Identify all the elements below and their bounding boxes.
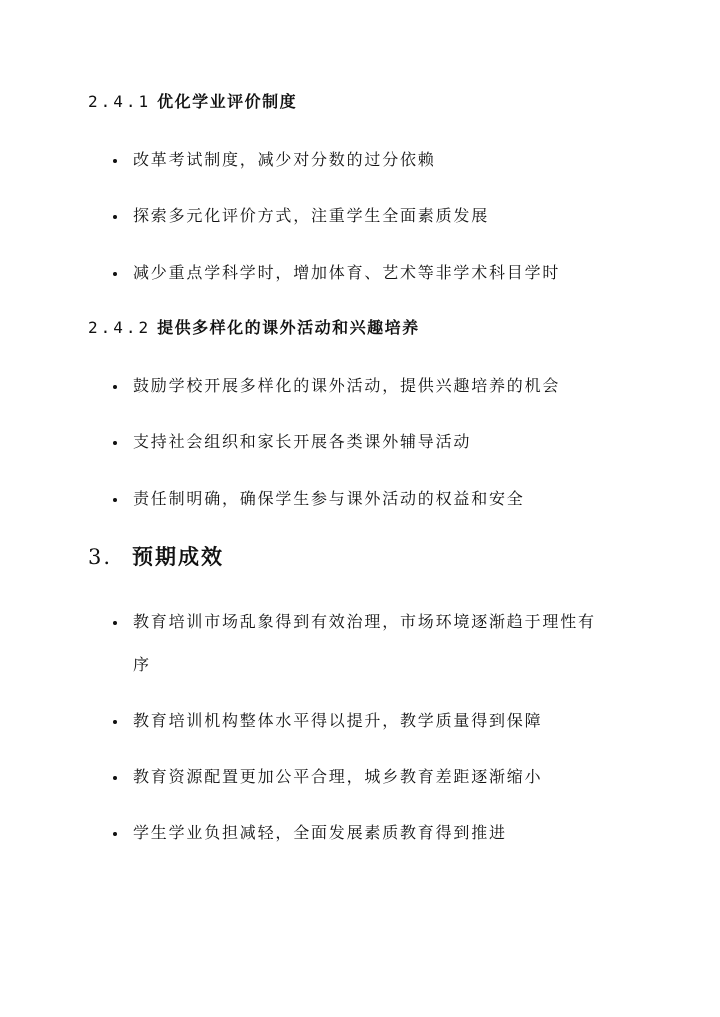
bullet-icon bbox=[113, 776, 117, 780]
section-title: 优化学业评价制度 bbox=[157, 92, 298, 111]
list-item: 教育培训机构整体水平得以提升，教学质量得到保障 bbox=[133, 711, 543, 730]
bullet-icon bbox=[113, 498, 117, 502]
list-item: 鼓励学校开展多样化的课外活动，提供兴趣培养的机会 bbox=[133, 376, 561, 395]
bullet-icon bbox=[113, 215, 117, 219]
section-number: 2.4.1 bbox=[88, 92, 152, 111]
section-number: 2.4.2 bbox=[88, 318, 152, 337]
list-item: 教育培训市场乱象得到有效治理，市场环境逐渐趋于理性有 bbox=[133, 612, 596, 631]
bullet-icon bbox=[113, 159, 117, 163]
list-item: 学生学业负担减轻，全面发展素质教育得到推进 bbox=[133, 823, 507, 842]
list-item: 改革考试制度，减少对分数的过分依赖 bbox=[133, 150, 436, 169]
list-item: 探索多元化评价方式，注重学生全面素质发展 bbox=[133, 206, 490, 225]
bullet-icon bbox=[113, 621, 117, 625]
bullet-icon bbox=[113, 441, 117, 445]
chapter-number: 3. bbox=[88, 545, 113, 569]
bullet-icon bbox=[113, 272, 117, 276]
chapter-heading-3 bbox=[88, 544, 224, 570]
list-item: 减少重点学科学时，增加体育、艺术等非学术科目学时 bbox=[133, 263, 561, 282]
chapter-title: 预期成效 bbox=[132, 545, 225, 569]
bullet-icon bbox=[113, 385, 117, 389]
list-item: 支持社会组织和家长开展各类课外辅导活动 bbox=[133, 432, 472, 451]
bullet-icon bbox=[113, 720, 117, 724]
bullet-icon bbox=[113, 832, 117, 836]
list-item-continuation: 序 bbox=[133, 655, 151, 674]
section-heading-2-4-2 bbox=[88, 318, 420, 338]
section-title: 提供多样化的课外活动和兴趣培养 bbox=[157, 318, 420, 337]
list-item: 教育资源配置更加公平合理，城乡教育差距逐渐缩小 bbox=[133, 767, 543, 786]
list-item: 责任制明确，确保学生参与课外活动的权益和安全 bbox=[133, 489, 525, 508]
section-heading-2-4-1 bbox=[88, 92, 297, 112]
